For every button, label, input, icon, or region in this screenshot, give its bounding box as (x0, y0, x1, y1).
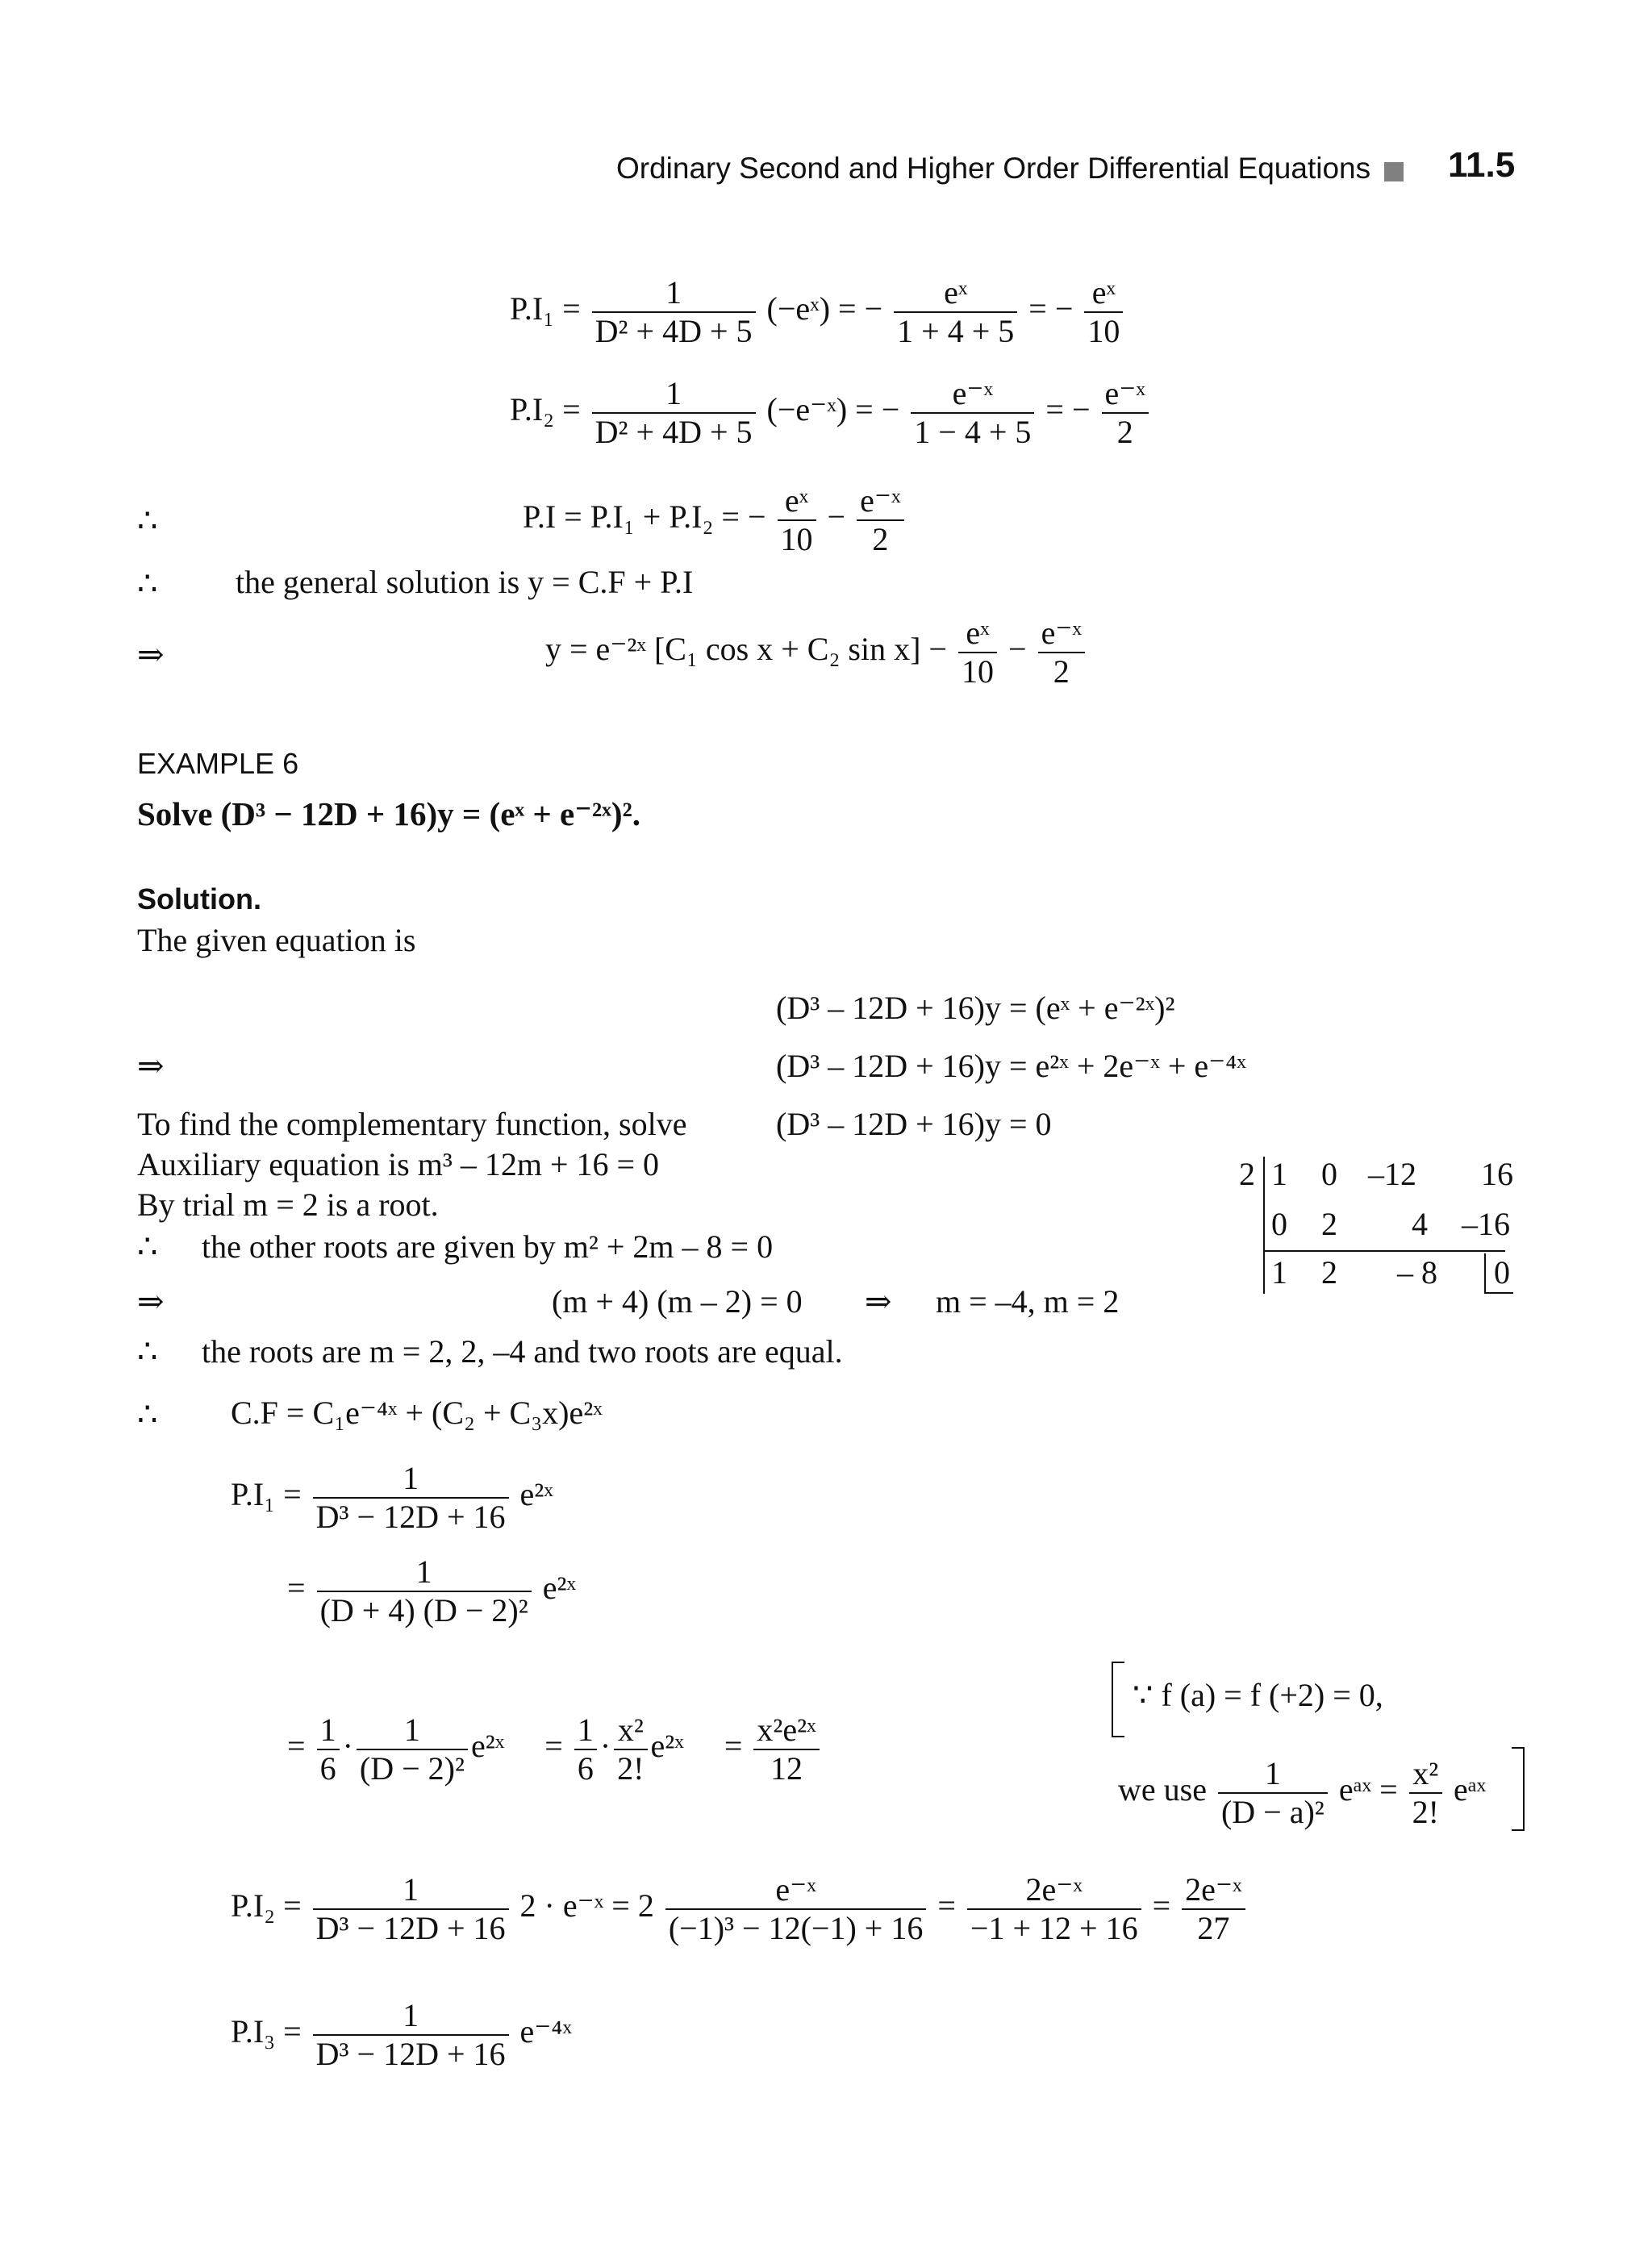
pi1-line2: = $\frac{1}{\text{(D + 4) (D − 2)²}}$ e²ˣ (287, 1553, 577, 1628)
fraction: $\frac{\text{eˣ}}{10}$ (958, 615, 997, 690)
fraction: $\frac{\text{e⁻ˣ}}{\text{(−1)³ − 12(−1) + 16}}$ (665, 1871, 927, 1947)
page-number: 11.5 (1448, 145, 1516, 185)
note-bracket-right (1512, 1747, 1525, 1831)
general-solution-equation: y = e⁻²ˣ [C₁ cos x + C₂ sin x] − $\frac{\text{eˣ}}{10}$ − $\frac{\text{e⁻ˣ}}{2}$ (545, 615, 1088, 690)
trial-root-text: By trial m = 2 is a root. (137, 1186, 439, 1223)
fraction: $\frac{\text{x²}}{2!}$ (614, 1712, 647, 1787)
fraction: $\frac{\text{2e⁻ˣ}}{27}$ (1182, 1871, 1245, 1947)
fraction: $\frac{\text{e⁻ˣ}}{2}$ (1038, 615, 1085, 690)
divisor: 2 (1239, 1156, 1255, 1192)
fraction: $\frac{1}{6}$ (317, 1712, 340, 1787)
factor-equation: (m + 4) (m – 2) = 0 (552, 1283, 803, 1320)
fraction: $\frac{\text{e⁻ˣ}}{1 - 4 + 5}$ (911, 375, 1034, 451)
note-bracket-left (1112, 1662, 1124, 1737)
fraction: $\frac{\text{eˣ}}{10}$ (1084, 274, 1123, 350)
synthetic-division: 2 1 0 –12 16 0 2 4 –16 1 2 – 8 0 (1239, 1155, 1529, 1300)
implies-symbol: ⇒ (137, 636, 165, 673)
pi-total-equation: P.I = P.I₁ + P.I₂ = − $\frac{\text{eˣ}}{10}$ − $\frac{\text{e⁻ˣ}}{2}$ (523, 482, 907, 558)
therefore-symbol: ∴ (137, 502, 158, 539)
therefore-symbol: ∴ (137, 1333, 158, 1370)
pi1-prev-equation: P.I₁ = $\frac{1}{\text{D² + 4D + 5}}$ (−eˣ) = − $\frac{\text{eˣ}}{1 + 4 + 5}$ = − $\frac{\text{eˣ}}{10}$ (510, 274, 1126, 350)
roots-values: m = –4, m = 2 (936, 1283, 1120, 1320)
therefore-symbol: ∴ (137, 1396, 158, 1432)
implies-symbol: ⇒ (137, 1283, 165, 1320)
remainder-box-bottom (1484, 1292, 1513, 1294)
cf-intro-text: To find the complementary function, solve (137, 1106, 687, 1142)
roots-text: the roots are m = 2, 2, –4 and two roots are equal. (202, 1333, 843, 1370)
fraction: $\frac{1}{\text{(D − a)²}}$ (1218, 1755, 1328, 1831)
implies-symbol: ⇒ (865, 1283, 892, 1320)
fraction: $\frac{1}{\text{D² + 4D + 5}}$ (592, 375, 756, 451)
running-title: Ordinary Second and Higher Order Differential Equations (616, 152, 1371, 185)
division-rule (1263, 1250, 1505, 1252)
pi1-line3: = $\frac{1}{6}$ · $\frac{1}{\text{(D − 2)²}}$ e²ˣ = $\frac{1}{6}$ · $\frac{\text{x²}}{2!}$ e²ˣ = $\frac{\text{x²e²ˣ}}{12}$ (287, 1712, 823, 1787)
given-text: The given equation is (137, 922, 416, 958)
general-solution-text: the general solution is y = C.F + P.I (236, 564, 694, 600)
fraction: $\frac{\text{eˣ}}{1 + 4 + 5}$ (894, 274, 1017, 350)
other-roots-text: the other roots are given by m² + 2m – 8 = 0 (202, 1228, 774, 1265)
fraction: $\frac{\text{e⁻ˣ}}{2}$ (1102, 375, 1149, 451)
remainder-box-left (1484, 1253, 1486, 1294)
note-line1: ∵ f (a) = f (+2) = 0, (1133, 1677, 1383, 1713)
pi1-line1: P.I₁ = $\frac{1}{\text{D³ − 12D + 16}}$ e²ˣ (231, 1460, 553, 1535)
fraction: $\frac{1}{\text{(D + 4) (D − 2)²}}$ (317, 1553, 532, 1629)
fraction: $\frac{\text{e⁻ˣ}}{2}$ (857, 482, 903, 558)
pi3-equation: P.I₃ = $\frac{1}{\text{D³ − 12D + 16}}$ e⁻⁴ˣ (231, 1997, 572, 2072)
example-statement: Solve (D³ − 12D + 16)y = (eˣ + e⁻²ˣ)². (137, 795, 641, 832)
fraction: $\frac{\text{x²e²ˣ}}{12}$ (753, 1712, 819, 1787)
fraction: $\frac{\text{x²}}{2!}$ (1409, 1755, 1442, 1831)
equation-1: (D³ – 12D + 16)y = (eˣ + e⁻²ˣ)² (776, 990, 1175, 1026)
fraction: $\frac{1}{6}$ (574, 1712, 597, 1787)
therefore-symbol: ∴ (137, 565, 158, 602)
pi2-prev-equation: P.I₂ = $\frac{1}{\text{D² + 4D + 5}}$ (−e⁻ˣ) = − $\frac{\text{e⁻ˣ}}{1 - 4 + 5}$ = − $\frac{\text{e⁻ˣ}}{2}$ (510, 375, 1152, 451)
implies-symbol: ⇒ (137, 1048, 165, 1084)
fraction: $\frac{1}{\text{D³ − 12D + 16}}$ (313, 1997, 509, 2073)
solution-label: Solution. (137, 882, 261, 915)
auxiliary-equation: Auxiliary equation is m³ – 12m + 16 = 0 (137, 1146, 660, 1182)
example-label: EXAMPLE 6 (137, 747, 299, 780)
fraction: $\frac{\text{2e⁻ˣ}}{-1 + 12 + 16}$ (967, 1871, 1141, 1947)
fraction: $\frac{1}{\text{(D − 2)²}}$ (357, 1712, 468, 1787)
header-square-icon (1384, 162, 1404, 181)
therefore-symbol: ∴ (137, 1228, 158, 1265)
fraction: $\frac{1}{\text{D² + 4D + 5}}$ (592, 274, 756, 350)
division-bar (1263, 1157, 1265, 1294)
complementary-function: C.F = C₁e⁻⁴ˣ + (C₂ + C₃x)e²ˣ (231, 1395, 603, 1431)
fraction: $\frac{\text{eˣ}}{10}$ (778, 482, 816, 558)
equation-3: (D³ – 12D + 16)y = 0 (776, 1106, 1052, 1142)
equation-2: (D³ – 12D + 16)y = e²ˣ + 2e⁻ˣ + e⁻⁴ˣ (776, 1048, 1246, 1084)
pi2-equation: P.I₂ = $\frac{1}{\text{D³ − 12D + 16}}$ 2 · e⁻ˣ = 2 $\frac{\text{e⁻ˣ}}{\text{(−1)³ − 12(−1) + 16}}$ = $\frac{\text{2e⁻ˣ}}{-1 + 12 + 16}$ = $\frac{\text{2e⁻ˣ}}{27}$ (231, 1871, 1249, 1947)
fraction: $\frac{1}{\text{D³ − 12D + 16}}$ (313, 1871, 509, 1947)
fraction: $\frac{1}{\text{D³ − 12D + 16}}$ (313, 1460, 509, 1536)
note-line2: we use $\frac{1}{\text{(D − a)²}}$ eᵃˣ = $\frac{\text{x²}}{2!}$ eᵃˣ (1118, 1755, 1487, 1830)
